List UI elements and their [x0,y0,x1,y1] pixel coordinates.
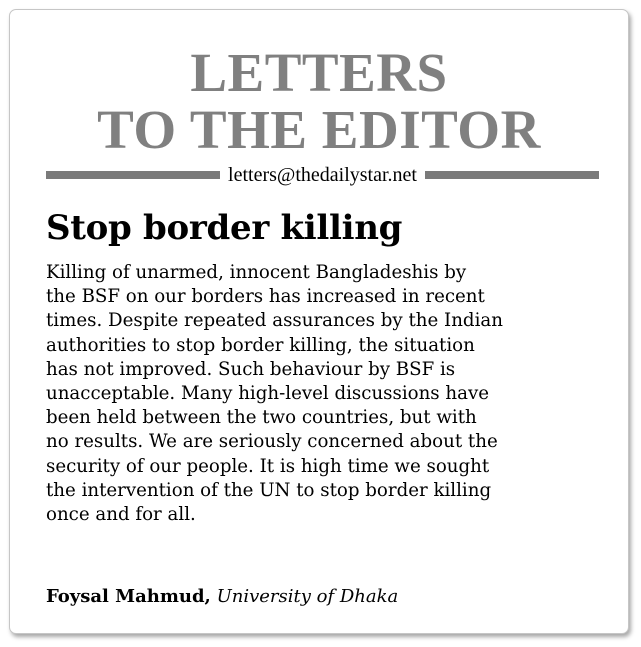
body-line: no results. We are seriously concerned about the [46,431,498,453]
body-line: been held between the two countries, but with [46,407,477,429]
body-line: the intervention of the UN to stop border killing [46,479,492,501]
author-name: Foysal Mahmud, [46,586,211,607]
masthead-line-letters: LETTERS [190,42,448,103]
body-line: has not improved. Such behaviour by BSF is [46,358,456,380]
letter-byline [46,585,398,609]
body-line: authorities to stop border killing, the situation [46,334,475,356]
letter-headline: Stop border killing [46,208,403,248]
masthead-line-to-the-editor: TO THE EDITOR [97,99,541,160]
left-rule-divider [46,171,220,179]
email-rule-row [46,164,599,186]
body-line: the BSF on our borders has increased in recent [46,286,485,308]
body-line: unacceptable. Many high-level discussions have [46,383,490,405]
body-line: once and for all. [46,504,196,526]
body-line: security of our people. It is high time we sought [46,455,490,477]
letter-body [46,261,606,527]
masthead [10,44,628,158]
author-affiliation: University of Dhaka [216,586,399,607]
letter-card [9,9,629,634]
body-line: times. Despite repeated assurances by the Indian [46,310,503,332]
body-line: Killing of unarmed, innocent Bangladeshis by [46,262,467,283]
email-address: letters@thedailystar.net [228,163,417,186]
right-rule-divider [425,171,599,179]
